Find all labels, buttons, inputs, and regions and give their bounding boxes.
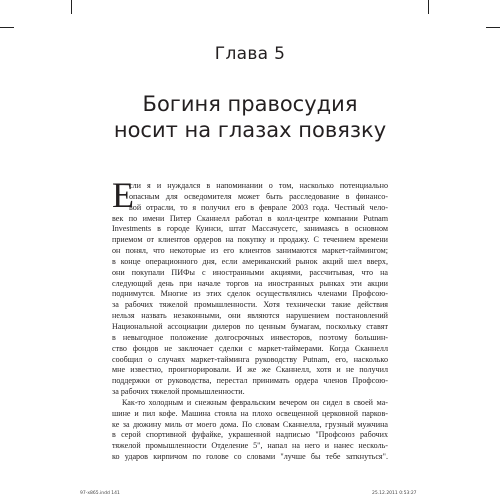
body-line: за рабочих тяжелой промышленности. Хотя технически такие действия: [112, 300, 388, 310]
body-line: опасным для осведомителя может быть расследование в финансо-: [129, 191, 388, 201]
chapter-title-line-2: носит на глазах повязку: [113, 118, 387, 142]
crop-mark-top-left-h: [0, 27, 14, 28]
body-line: Как-то холодным и снежным февральским вечером он сидел в своей ма-: [122, 397, 388, 407]
footer-timestamp: 25.12.2011 0:53:27: [372, 491, 417, 496]
body-line: за рабочих тяжелой промышленности.: [112, 387, 245, 397]
body-line: мне известно, проигнорировали. И же же Сканнелл, хотя и не получил: [112, 365, 388, 375]
chapter-title-line-1: Богиня правосудия: [142, 92, 358, 116]
body-text: [112, 175, 388, 463]
body-line: он понял, что некоторые из его клиентов занимаются маркет-таймингом;: [112, 246, 388, 256]
body-line: они покупали ПИФы с иностранными акциями, рассчитывая, что на: [112, 267, 388, 277]
body-line: Национальной ассоциации дилеров по ценным бумагам, поскольку ставят: [112, 321, 388, 331]
body-line: век по имени Питер Сканнелл работал в колл-центре компании Putnam: [112, 213, 388, 223]
body-line: поднимутся. Многие из этих сделок осуществлялись членами Профсою-: [112, 289, 388, 299]
chapter-label: Глава 5: [214, 44, 286, 64]
body-line: приемом от клиентов ордеров на покупку и продажу. С течением времени: [112, 235, 388, 245]
body-line: сообщил о случаях маркет-тайминга руководству Putnam, его, насколько: [112, 354, 388, 364]
print-footer: [0, 491, 500, 499]
body-line: ко ударов кирпичом по голове со словами "лучше бы тебе заткнуться".: [112, 452, 388, 462]
body-line: следующий день при начале торгов на иностранных рынках эти акции: [112, 278, 388, 288]
crop-mark-top-left: [71, 0, 72, 14]
body-line: вой отрасли, то я получил его в феврале 2003 года. Честный чело-: [129, 202, 388, 212]
crop-mark-top-right-h: [486, 27, 500, 28]
body-line: поддержки от руководства, перестал принимать ордера членов Профсою-: [112, 376, 388, 386]
body-line: сли я и нуждался в напоминании о том, насколько потенциально: [129, 181, 388, 190]
body-line: в серой спортивной фуфайке, украшенной надписью "Профсоюз рабочих: [112, 430, 388, 440]
drop-cap: Е: [112, 175, 134, 215]
body-line: шине и пил кофе. Машина стояла на плохо освещенной церковной парков-: [112, 408, 388, 418]
body-line: ство фондов не заключает сделки с маркет-таймерами. Когда Сканнелл: [112, 343, 388, 353]
footer-file-info: 97-x865.indd 141: [80, 491, 120, 496]
body-line: в невыгодное положение долгосрочных инвесторов, поэтому большин-: [112, 332, 388, 342]
body-line: тяжелой промышленности Отделение 5", напал на него и нанес несколь-: [112, 441, 388, 451]
body-line: Investments в городе Куинси, штат Массачусетс, занимаясь в основном: [112, 224, 388, 234]
body-line: в конце операционного дня, если американский рынок акций шел вверх,: [112, 256, 388, 266]
body-line: ке за дюжину миль от моего дома. По словам Сканнелла, грузный мужчина: [112, 419, 388, 429]
crop-mark-top-right: [428, 0, 429, 14]
body-line: нельзя назвать незаконными, они являются нарушением постановлений: [112, 311, 388, 321]
chapter-title: [0, 91, 500, 143]
